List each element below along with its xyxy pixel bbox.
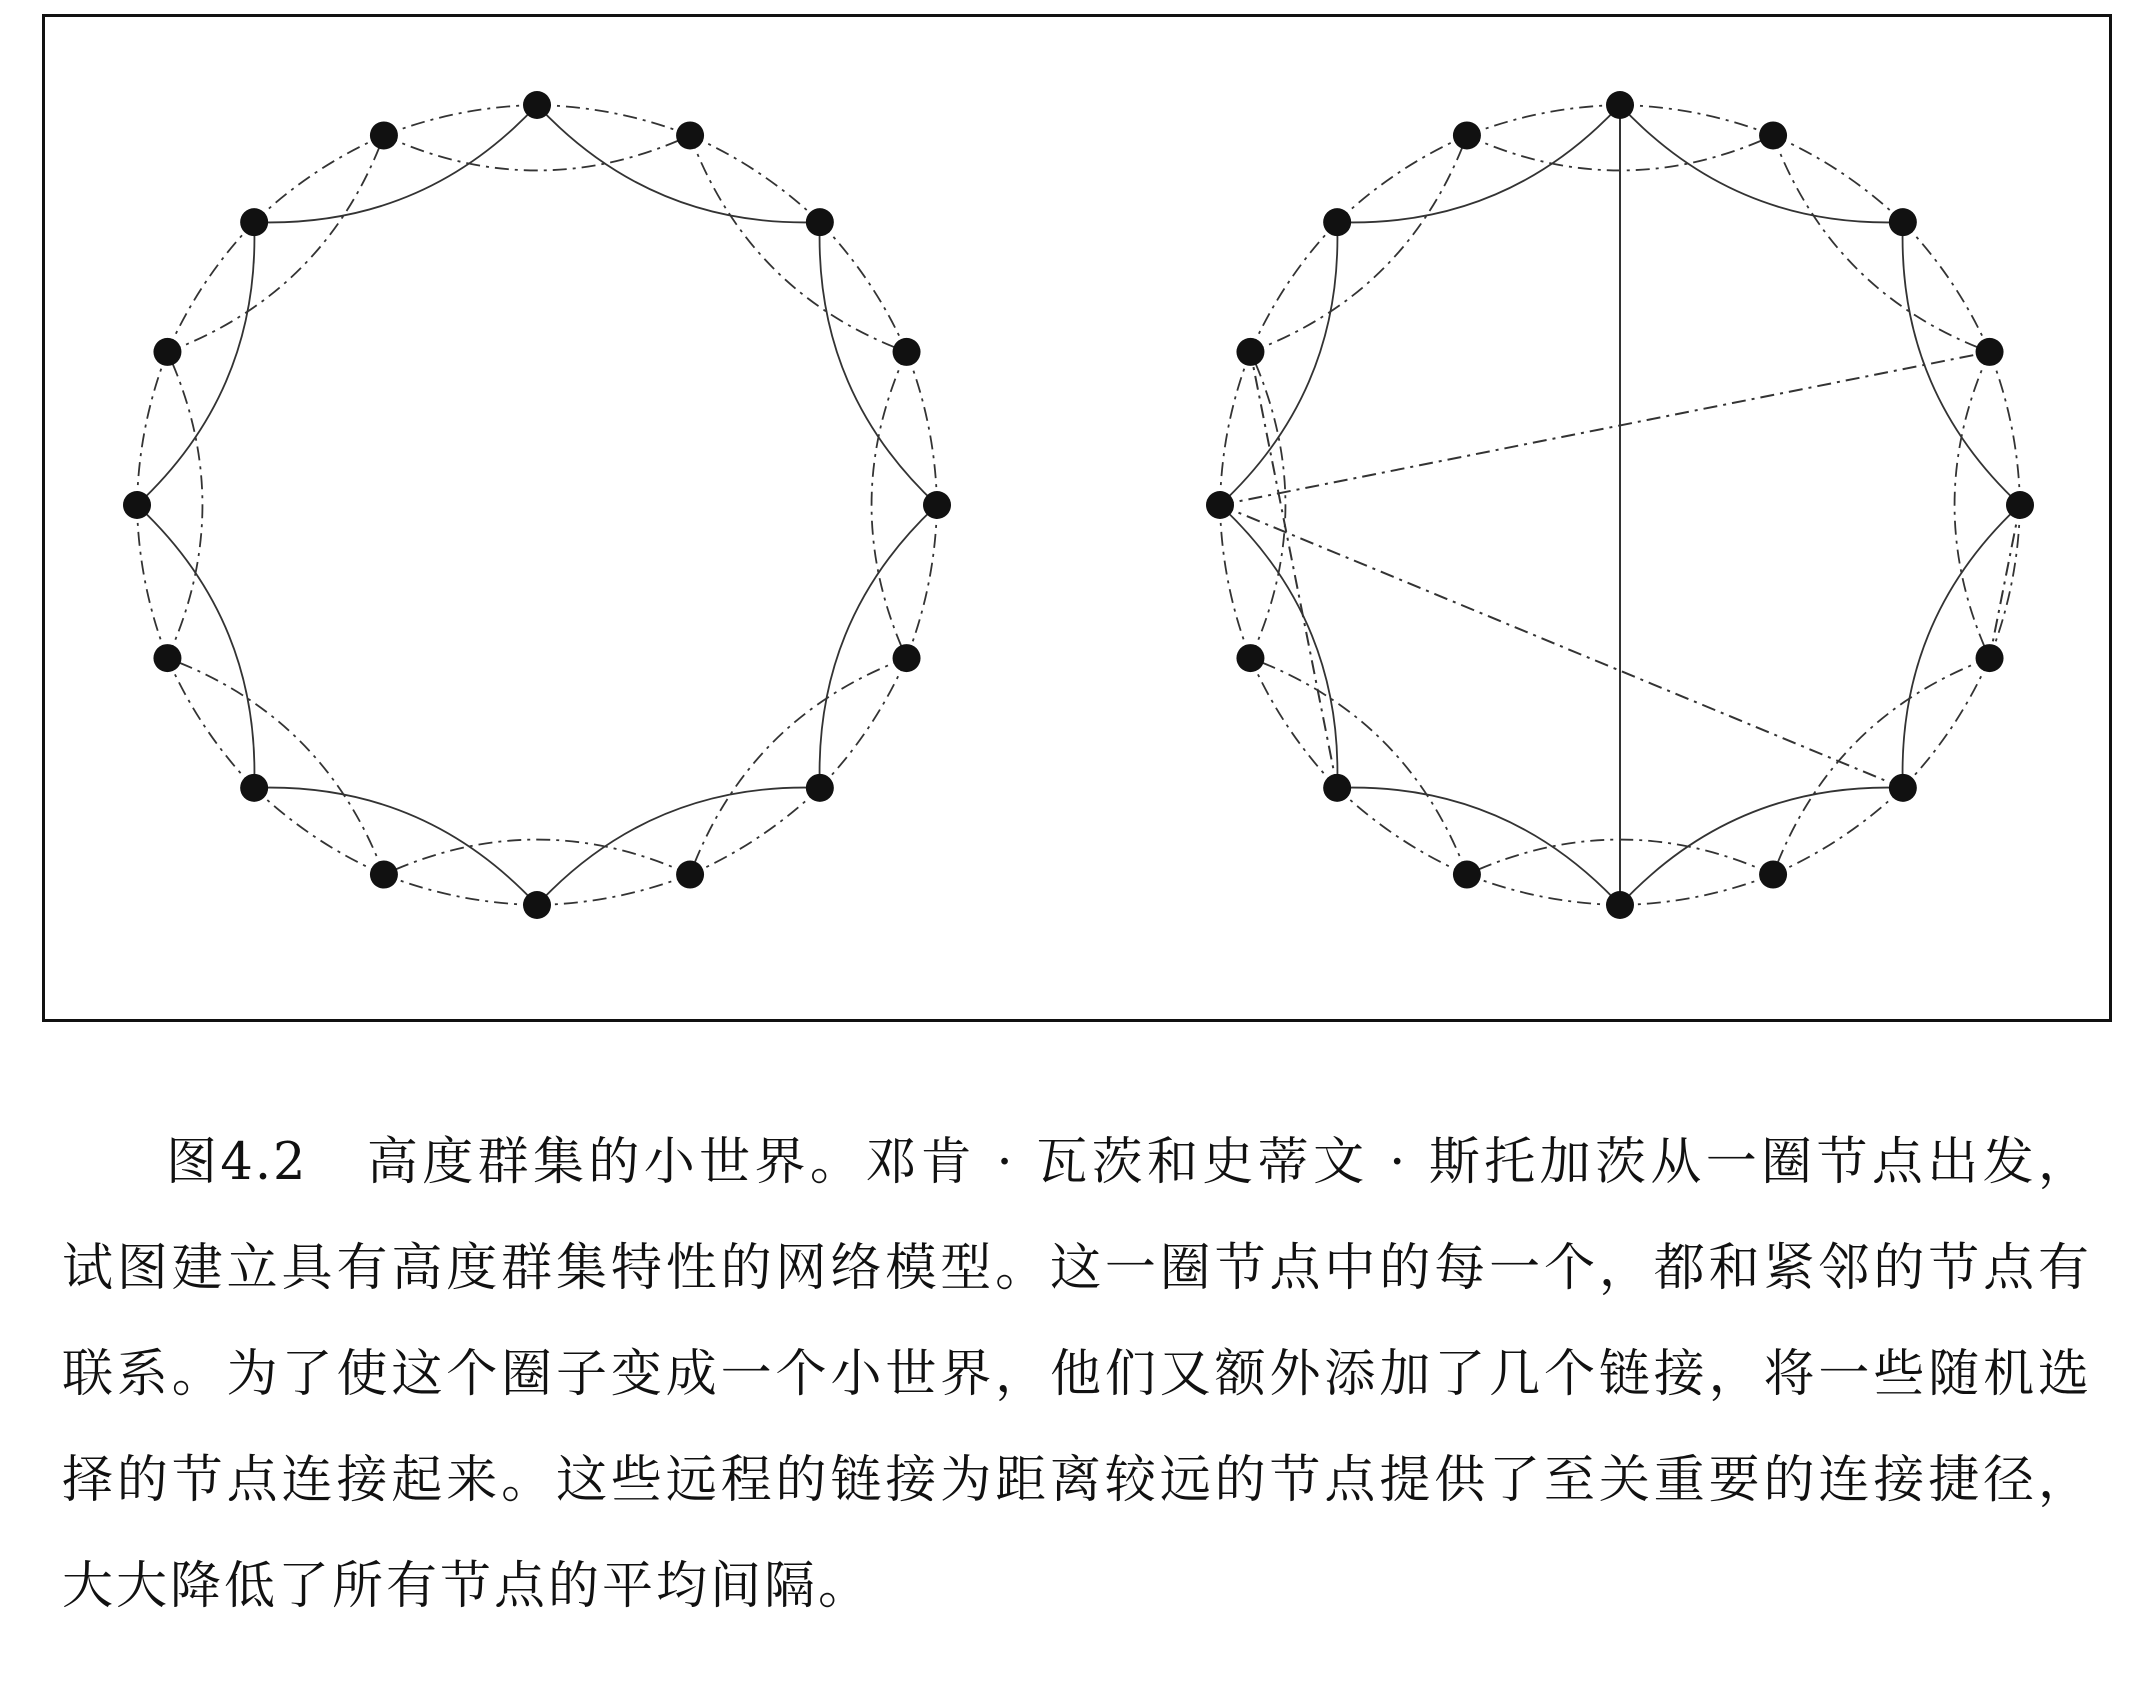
network-node — [893, 644, 921, 672]
network-node — [1606, 891, 1634, 919]
network-node — [1323, 774, 1351, 802]
shortcut-link — [1250, 352, 1337, 788]
neighbor-link — [1773, 135, 1903, 222]
shortcut-link — [1990, 505, 2020, 658]
network-node — [1453, 861, 1481, 889]
network-node — [1206, 491, 1234, 519]
neighbor-link — [820, 222, 937, 505]
regular-ring-network — [123, 91, 951, 919]
neighbor-link — [1220, 222, 1337, 505]
network-node — [806, 774, 834, 802]
neighbor-link — [137, 222, 254, 505]
network-node — [676, 861, 704, 889]
shortcut-link — [1220, 352, 1990, 505]
neighbor-link — [537, 875, 690, 905]
network-node — [153, 644, 181, 672]
neighbor-link — [1337, 788, 1620, 905]
neighbor-link — [537, 105, 690, 135]
neighbor-link — [384, 875, 537, 905]
neighbor-link — [254, 788, 537, 905]
network-node — [1759, 121, 1787, 149]
neighbor-link — [137, 505, 167, 658]
neighbor-link — [1903, 505, 2020, 788]
network-node — [240, 208, 268, 236]
network-node — [806, 208, 834, 236]
neighbor-link — [167, 658, 383, 874]
neighbor-link — [1250, 352, 1285, 658]
neighbor-link — [1467, 105, 1620, 135]
network-node — [1453, 121, 1481, 149]
neighbor-link — [254, 788, 384, 875]
neighbor-link — [907, 352, 937, 505]
neighbor-link — [907, 505, 937, 658]
neighbor-link — [1620, 105, 1773, 135]
neighbor-link — [1337, 105, 1620, 222]
neighbor-link — [1903, 658, 1990, 788]
neighbor-link — [1250, 222, 1337, 352]
neighbor-link — [1250, 658, 1466, 874]
figure-caption — [62, 1110, 2092, 1640]
neighbor-link — [384, 840, 690, 875]
network-node — [1976, 338, 2004, 366]
neighbor-link — [872, 352, 907, 658]
figure-frame — [42, 14, 2112, 1022]
network-node — [523, 891, 551, 919]
neighbor-link — [1773, 658, 1989, 874]
neighbor-link — [384, 105, 537, 135]
neighbor-link — [537, 105, 820, 222]
caption-text: 高度群集的小世界。邓肯 · 瓦茨和史蒂文 · 斯托加茨从一圈节点出发，试图建立具有高度群集特性的网络模型。这一圈节点中的每一个，都和紧邻的节点有联系。为了使这个圈子变成一个小世界，他们又额外添加了几个链接，将一些随机选择的节点连接起来。这些远程的链接为距离较远的节点提供了至关重要的连接捷径，大大降低了所有节点的平均间隔。 — [62, 1133, 2092, 1616]
neighbor-link — [1337, 788, 1467, 875]
network-node — [1759, 861, 1787, 889]
small-world-network — [1206, 91, 2034, 919]
neighbor-link — [384, 135, 690, 170]
neighbor-link — [1955, 352, 1990, 658]
network-node — [923, 491, 951, 519]
neighbor-link — [820, 505, 937, 788]
neighbor-link — [167, 135, 383, 351]
neighbor-link — [254, 105, 537, 222]
network-node — [676, 121, 704, 149]
neighbor-link — [1903, 222, 2020, 505]
neighbor-link — [690, 135, 906, 351]
figure-label: 图4.2 — [166, 1133, 308, 1192]
neighbor-link — [690, 135, 820, 222]
network-node — [2006, 491, 2034, 519]
neighbor-link — [537, 788, 820, 905]
neighbor-link — [137, 352, 167, 505]
neighbor-link — [820, 658, 907, 788]
neighbor-link — [1250, 135, 1466, 351]
neighbor-link — [1773, 135, 1989, 351]
network-node — [370, 121, 398, 149]
network-diagram — [45, 17, 2109, 1019]
network-node — [153, 338, 181, 366]
network-node — [123, 491, 151, 519]
network-node — [370, 861, 398, 889]
network-node — [1889, 208, 1917, 236]
shortcut-link — [1220, 505, 1903, 788]
neighbor-link — [167, 352, 202, 658]
neighbor-link — [137, 505, 254, 788]
network-node — [1236, 338, 1264, 366]
neighbor-link — [1620, 875, 1773, 905]
neighbor-link — [1620, 105, 1903, 222]
neighbor-link — [1990, 352, 2020, 505]
neighbor-link — [1220, 352, 1250, 505]
network-node — [1323, 208, 1351, 236]
network-node — [240, 774, 268, 802]
network-node — [1976, 644, 2004, 672]
network-node — [1236, 644, 1264, 672]
network-node — [1889, 774, 1917, 802]
neighbor-link — [1220, 505, 1250, 658]
network-node — [1606, 91, 1634, 119]
neighbor-link — [1620, 788, 1903, 905]
neighbor-link — [1467, 875, 1620, 905]
network-node — [523, 91, 551, 119]
network-node — [893, 338, 921, 366]
neighbor-link — [690, 658, 906, 874]
neighbor-link — [167, 222, 254, 352]
